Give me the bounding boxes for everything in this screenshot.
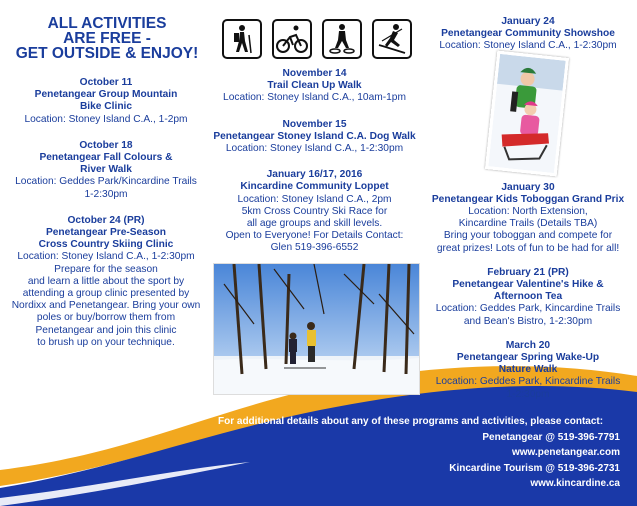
event-location: Location: Stoney Island C.A., 10am-1pm — [223, 92, 406, 104]
event-description: attending a group clinic presented by — [22, 288, 190, 300]
event-description: Bring your toboggan and compete for — [443, 230, 613, 242]
event-location: 1-2:30pm — [506, 388, 550, 400]
event-date: October 11 — [79, 77, 133, 88]
event-item — [422, 267, 634, 328]
contact-line: Penetangear @ 519-396-7791 — [482, 431, 620, 443]
event-location: Kincardine Trails (Details TBA) — [458, 218, 598, 230]
event-item — [4, 77, 208, 126]
event-description: and learn a little about the sport by — [27, 275, 185, 287]
skiers-photo — [213, 263, 420, 395]
event-description: all age groups and skill levels. — [246, 218, 383, 230]
event-location: Location: Geddes Park/Kincardine Trails — [15, 176, 197, 188]
event-location: Location: Stoney Island C.A., 1-2:30pm — [439, 40, 617, 52]
event-location: Location: Stoney Island C.A., 1-2:30pm — [225, 143, 404, 155]
event-title: Penetangear Valentine's Hike & — [452, 279, 604, 291]
contact-link[interactable]: www.kincardine.ca — [530, 478, 620, 489]
event-title: Penetangear Community Showshoe — [441, 28, 615, 40]
event-description: great prizes! Lots of fun to be had for all! — [436, 242, 620, 254]
event-date: November 14 — [282, 68, 347, 79]
headline — [6, 16, 208, 61]
contact-line: Kincardine Tourism @ 519-396-2731 — [449, 462, 620, 474]
event-item — [212, 169, 417, 254]
event-item — [4, 215, 208, 349]
contact-link[interactable]: www.penetangear.com — [512, 447, 620, 458]
activity-icons — [222, 19, 412, 59]
event-location: 1-2:30pm — [84, 188, 128, 200]
event-title: Cross Country Skiing Clinic — [38, 239, 174, 251]
event-title: Penetangear Fall Colours & — [39, 152, 173, 164]
event-location: Location: Geddes Park, Kincardine Trails — [435, 376, 621, 388]
event-title: Penetangear Group Mountain — [34, 89, 178, 101]
event-item — [422, 340, 634, 401]
event-date: February 21 (PR) — [487, 266, 569, 278]
event-item — [4, 140, 208, 201]
event-description: Prepare for the season — [54, 263, 158, 275]
event-description: Glen 519-396-6552 — [270, 242, 359, 254]
event-description: Penetangear and join this clinic — [35, 324, 177, 336]
skiing-icon — [372, 19, 412, 59]
event-title: Penetangear Stoney Island C.A. Dog Walk — [213, 130, 416, 142]
event-location: and Bean's Bistro, 1-2:30pm — [463, 315, 593, 327]
event-description: poles or buy/borrow them from — [36, 312, 176, 324]
event-location: Location: Stoney Island C.A., 1-2:30pm — [17, 251, 195, 263]
hiking-icon — [222, 19, 262, 59]
event-title: River Walk — [80, 164, 132, 176]
event-date: October 24 (PR) — [67, 214, 145, 226]
event-location: Location: Stoney Island C.A., 1-2pm — [24, 113, 188, 125]
event-location: Location: Geddes Park, Kincardine Trails — [435, 303, 621, 315]
event-date: January 24 — [501, 16, 555, 27]
event-date: March 20 — [505, 339, 551, 351]
event-date: January 30 — [501, 181, 555, 193]
event-item — [212, 68, 417, 105]
cycling-icon — [272, 19, 312, 59]
events-column-middle — [212, 68, 417, 265]
event-location: Location: Stoney Island C.A., 2pm — [237, 193, 392, 205]
toboggan-photo — [485, 51, 569, 177]
event-title: Penetangear Spring Wake-Up — [456, 352, 600, 364]
event-item — [422, 16, 634, 53]
event-description: Nordixx and Penetangear. Bring your own — [11, 300, 201, 312]
event-title: Bike Clinic — [79, 101, 133, 113]
headline-line: ARE FREE - — [63, 30, 151, 47]
event-title: Nature Walk — [498, 364, 558, 376]
event-title: Afternoon Tea — [493, 291, 563, 303]
event-item — [422, 182, 634, 255]
event-date: November 15 — [282, 118, 347, 130]
event-title: Kincardine Community Loppet — [240, 181, 389, 193]
event-description: Open to Everyone! For Details Contact: — [225, 230, 404, 242]
contact-info — [190, 414, 620, 492]
event-title: Penetangear Kids Toboggan Grand Prix — [431, 193, 625, 205]
contact-intro: For additional details about any of these programs and activities, please contact: — [218, 416, 604, 427]
event-title: Penetangear Pre-Season — [45, 227, 167, 239]
headline-line: ALL ACTIVITIES — [47, 15, 167, 32]
event-date: January 16/17, 2016 — [266, 169, 363, 181]
event-item — [212, 119, 417, 156]
snowshoe-icon — [322, 19, 362, 59]
event-description: to brush up on your technique. — [37, 336, 175, 348]
event-title: Trail Clean Up Walk — [267, 80, 362, 92]
event-location: Location: North Extension, — [468, 206, 588, 218]
events-column-left — [4, 77, 208, 359]
event-description: 5km Cross Country Ski Race for — [241, 205, 388, 217]
headline-line: GET OUTSIDE & ENJOY! — [15, 45, 199, 62]
event-date: October 18 — [79, 139, 133, 151]
